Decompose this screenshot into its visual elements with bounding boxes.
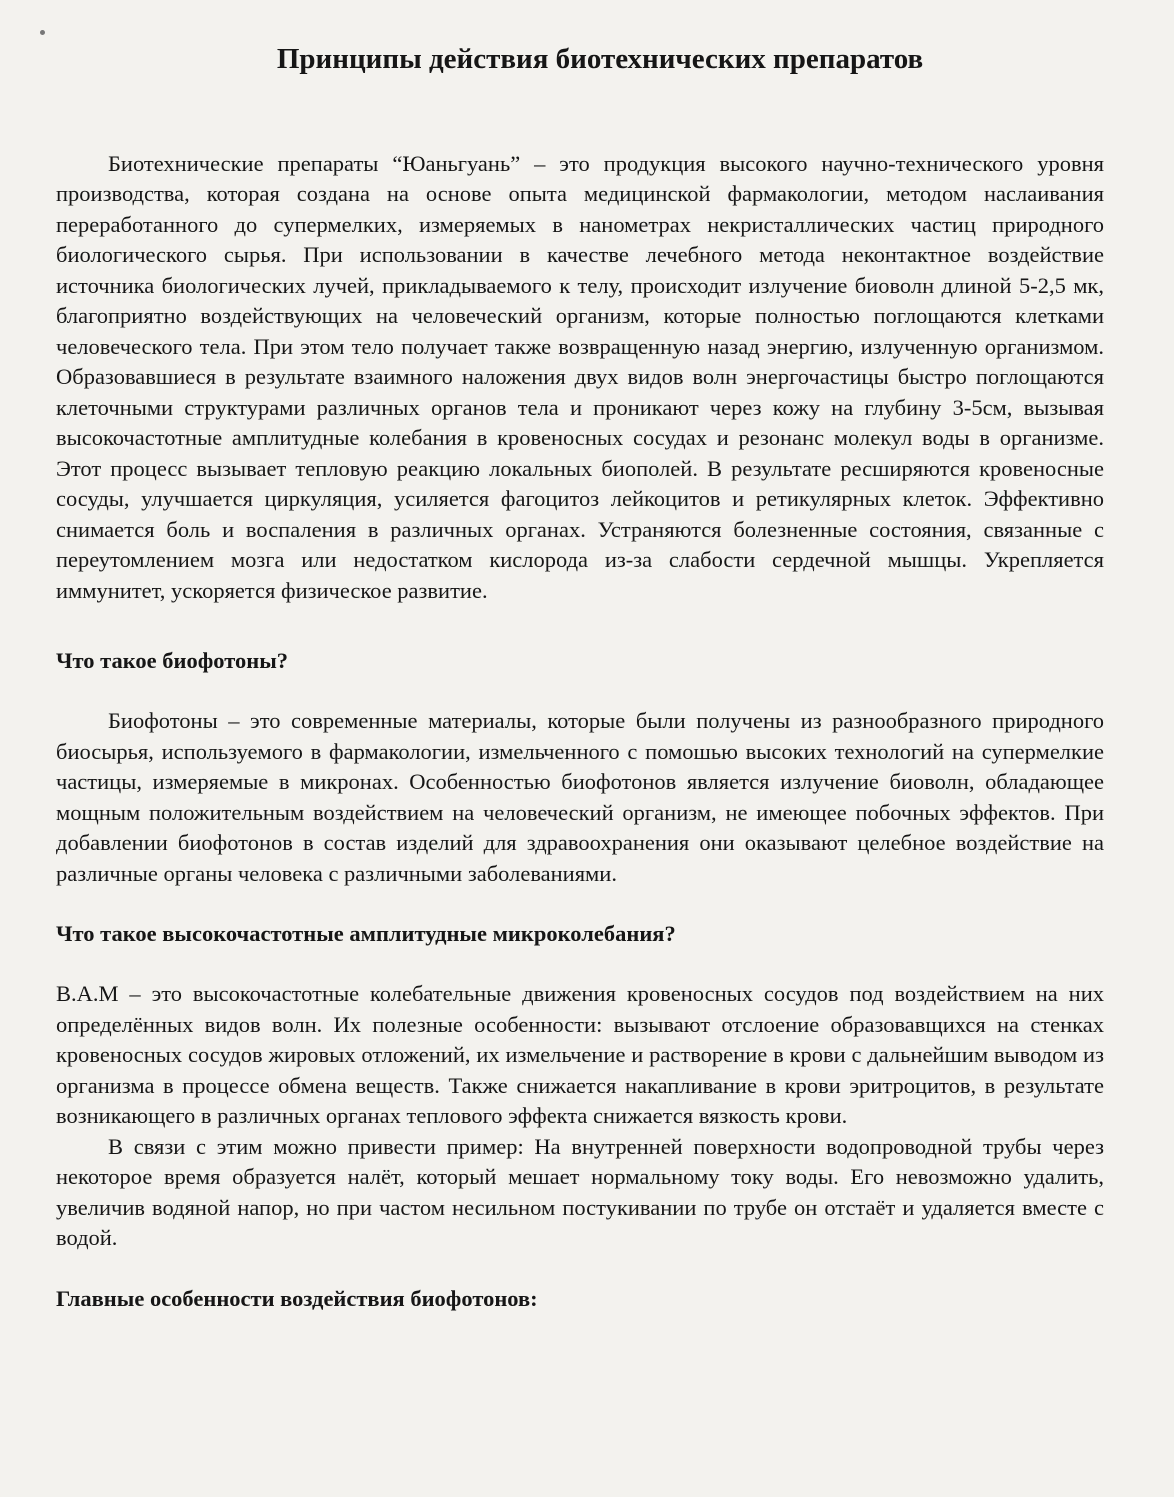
section-heading-microoscillations: Что такое высокочастотные амплитудные микроколебания?	[56, 921, 676, 947]
document-title: Принципы действия биотехнических препаратов	[276, 43, 924, 75]
example-paragraph: В связи с этим можно привести пример: На внутренней поверхности водопроводной трубы через некоторое время образуется налёт, который мешает нормальному току воды. Его невозможно удалить, увеличив водяной напор, но при частом несильном постукивании по трубе он отстаёт и удаляется вместе с водой.	[56, 1133, 1104, 1251]
intro-paragraph: Биотехнические препараты “Юаньгуань” – это продукция высокого научно-технического уровня производства, которая создана на основе опыта медицинской фармакологии, методом наслаивания переработанного до супермелких, измеряемых в нанометрах некристаллических частиц природного биологического сырья. При использовании в качестве лечебного метода неконтактное воздействие источника биологических лучей, прикладываемого к телу, происходит излучение биоволн длиной 5-2,5 мк, благоприятно воздействующих на человеческий организм, которые полностью поглощаются клетками человеческого тела. При этом тело получает также возвращенную назад энергию, излученную организмом. Образовавшиеся в результате взаимного наложения двух видов волн энергочастицы быстро поглощаются клеточными структурами различных органов тела и проникают через кожу на глубину 3-5см, вызывая высокочастотные амплитудные колебания в кровеносных сосудах и резонанс молекул воды в организме. Этот процесс вызывает тепловую реакцию локальных биополей. В результате ресширяются кровеносные сосуды, улучшается циркуляция, усиляется фагоцитоз лейкоцитов и ретикулярных клеток. Эффективно снимается боль и воспаления в различных органах. Устраняются болезненные состояния, связанные с переутомлением мозга или недостатком кислорода из-за слабости сердечной мышцы. Укрепляется иммунитет, ускоряется физическое развитие.	[56, 150, 1104, 603]
biophotons-paragraph: Биофотоны – это современные материалы, которые были получены из разнообразного природного биосырья, используемого в фармакологии, измельченного с помошью высоких технологий на супермелкие частицы, измеряемые в микронах. Особенностью биофотонов является излучение биоволн, обладающее мощным положительным воздействием на человеческий организм, не имеющее побочных эффектов. При добавлении биофотонов в состав изделий для здравоохранения они оказывают целебное воздействие на различные органы человека с различными заболеваниями.	[56, 708, 1104, 886]
vam-paragraph: В.А.М – это высокочастотные колебательные движения кровеносных сосудов под воздействием на них определённых видов волн. Их полезные особенности: вызывают отслоение образовавщихся на стенках кровеносных сосудов жировых отложений, их измельчение и растворение в крови с дальнейшим выводом из организма в процессе обмена веществ. Также снижается накапливание в крови эритроцитов, в результате возникающего в различных органах теплового эффекта снижается вязкость крови.	[56, 981, 1104, 1129]
scan-speck	[40, 30, 45, 35]
section-heading-biophotons: Что такое биофотоны?	[56, 648, 289, 674]
section-heading-main-features: Главные особенности воздействия биофотонов:	[56, 1285, 538, 1311]
